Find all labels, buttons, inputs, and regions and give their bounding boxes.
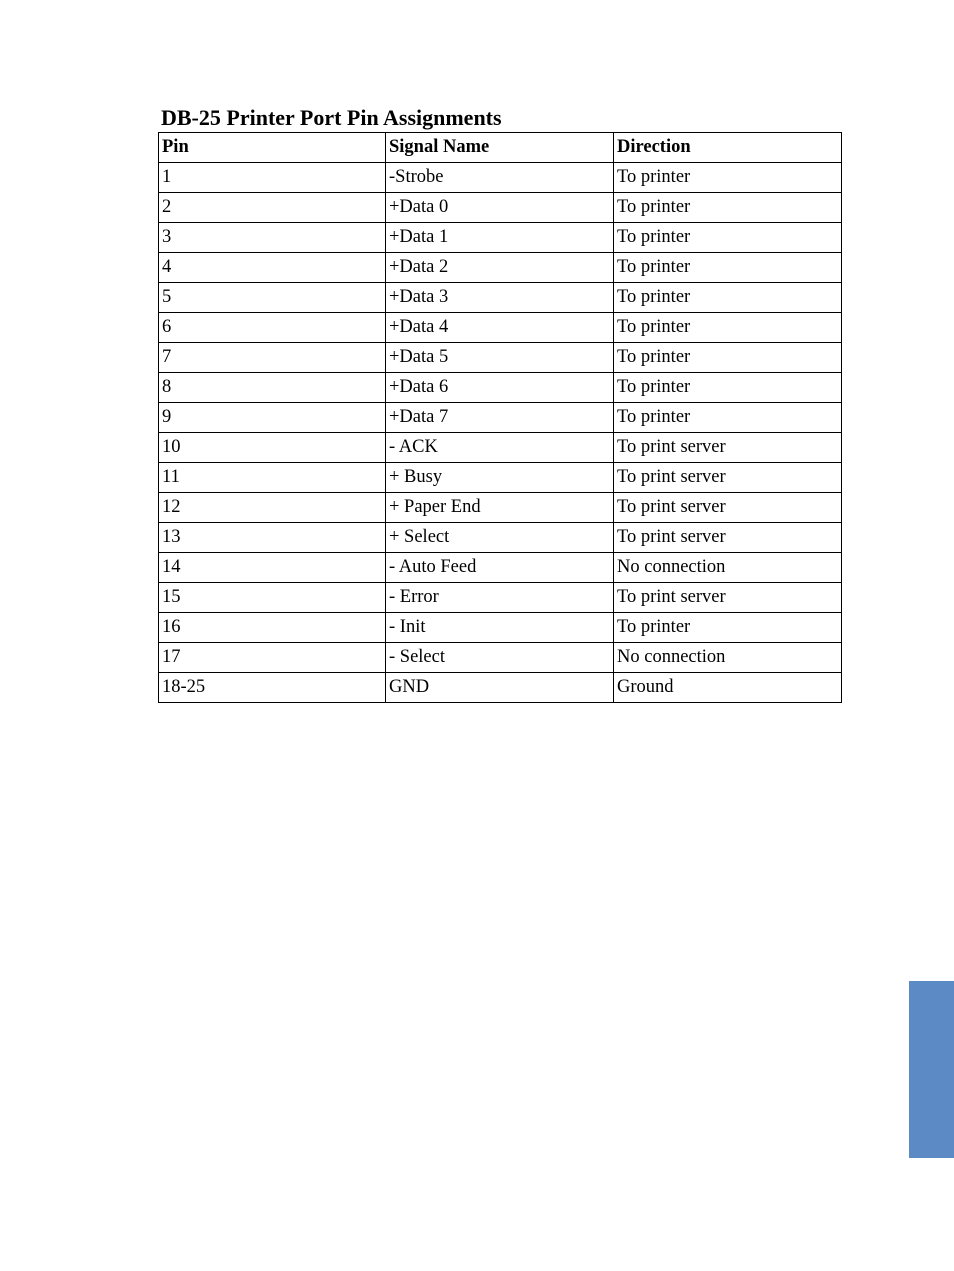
table-row [159, 433, 842, 463]
table-row [159, 523, 842, 553]
table-row [159, 553, 842, 583]
direction-cell: To printer [614, 403, 842, 433]
signal-cell: +Data 3 [386, 283, 614, 313]
pin-cell: 1 [159, 163, 386, 193]
direction-cell: To printer [614, 253, 842, 283]
direction-cell: To printer [614, 283, 842, 313]
direction-cell: To printer [614, 373, 842, 403]
pin-cell: 12 [159, 493, 386, 523]
direction-cell: No connection [614, 553, 842, 583]
pin-cell: 17 [159, 643, 386, 673]
table-row [159, 343, 842, 373]
pin-cell: 2 [159, 193, 386, 223]
section-tab-marker [909, 981, 954, 1158]
table-row [159, 223, 842, 253]
table-row [159, 673, 842, 703]
direction-cell: To print server [614, 583, 842, 613]
signal-cell: +Data 6 [386, 373, 614, 403]
pin-cell: 3 [159, 223, 386, 253]
pin-cell: 18-25 [159, 673, 386, 703]
table-row [159, 313, 842, 343]
signal-cell: - Select [386, 643, 614, 673]
table-row [159, 193, 842, 223]
table-row [159, 163, 842, 193]
table-row [159, 583, 842, 613]
direction-cell: To print server [614, 523, 842, 553]
signal-cell: - Init [386, 613, 614, 643]
table-header-row [159, 133, 842, 163]
pin-cell: 9 [159, 403, 386, 433]
direction-cell: To printer [614, 343, 842, 373]
direction-cell: To printer [614, 613, 842, 643]
pin-cell: 14 [159, 553, 386, 583]
page-title: DB-25 Printer Port Pin Assignments [161, 105, 502, 130]
signal-cell: +Data 0 [386, 193, 614, 223]
direction-cell: To printer [614, 223, 842, 253]
direction-cell: To printer [614, 193, 842, 223]
direction-cell: To printer [614, 163, 842, 193]
signal-cell: - Error [386, 583, 614, 613]
pin-cell: 6 [159, 313, 386, 343]
table-row [159, 463, 842, 493]
pin-cell: 15 [159, 583, 386, 613]
direction-cell: No connection [614, 643, 842, 673]
pin-cell: 13 [159, 523, 386, 553]
pin-cell: 5 [159, 283, 386, 313]
table-row [159, 403, 842, 433]
table-row [159, 373, 842, 403]
header-direction: Direction [614, 133, 842, 163]
direction-cell: To print server [614, 463, 842, 493]
pin-cell: 4 [159, 253, 386, 283]
pin-cell: 7 [159, 343, 386, 373]
table-row [159, 253, 842, 283]
direction-cell: Ground [614, 673, 842, 703]
signal-cell: - Auto Feed [386, 553, 614, 583]
direction-cell: To print server [614, 493, 842, 523]
signal-cell: + Paper End [386, 493, 614, 523]
signal-cell: +Data 7 [386, 403, 614, 433]
signal-cell: +Data 1 [386, 223, 614, 253]
table-row [159, 613, 842, 643]
pin-cell: 10 [159, 433, 386, 463]
signal-cell: + Busy [386, 463, 614, 493]
table-row [159, 283, 842, 313]
signal-cell: -Strobe [386, 163, 614, 193]
pin-cell: 11 [159, 463, 386, 493]
direction-cell: To print server [614, 433, 842, 463]
table-row [159, 493, 842, 523]
signal-cell: - ACK [386, 433, 614, 463]
header-pin: Pin [159, 133, 386, 163]
header-signal-name: Signal Name [386, 133, 614, 163]
signal-cell: +Data 2 [386, 253, 614, 283]
signal-cell: +Data 4 [386, 313, 614, 343]
signal-cell: GND [386, 673, 614, 703]
pin-cell: 16 [159, 613, 386, 643]
table-row [159, 643, 842, 673]
direction-cell: To printer [614, 313, 842, 343]
signal-cell: +Data 5 [386, 343, 614, 373]
pin-cell: 8 [159, 373, 386, 403]
signal-cell: + Select [386, 523, 614, 553]
pin-assignment-table [158, 132, 842, 703]
